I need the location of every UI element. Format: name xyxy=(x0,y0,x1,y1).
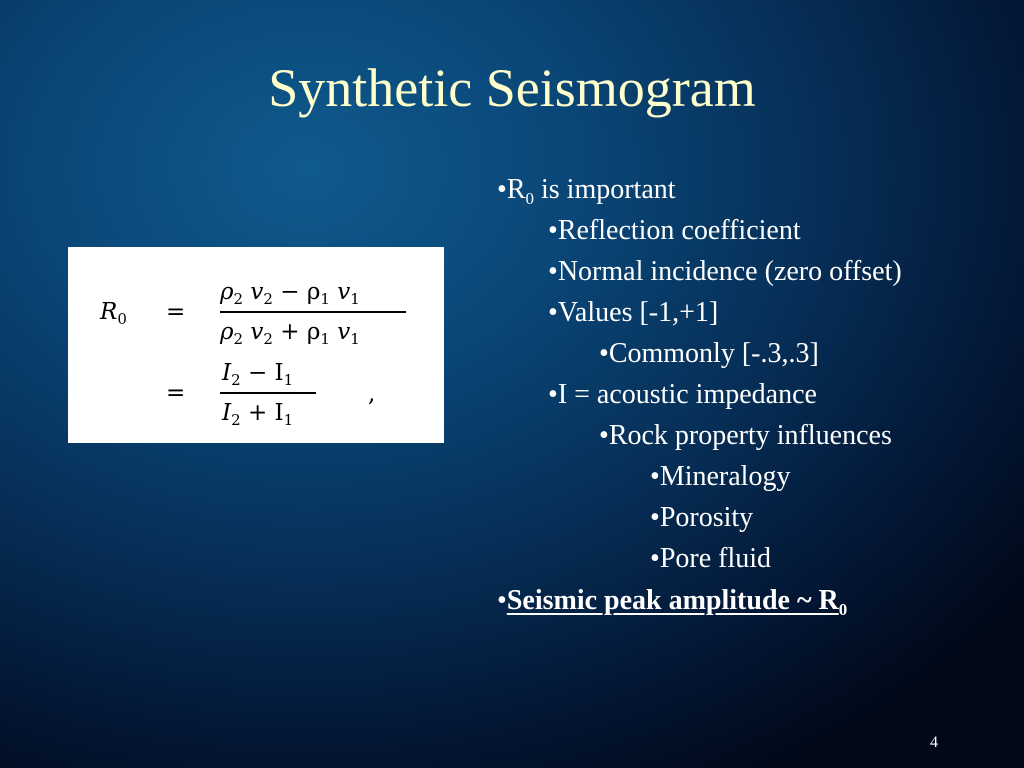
bullet-porosity: •Porosity xyxy=(650,502,754,533)
bullet-pore-fluid: •Pore fluid xyxy=(650,543,772,574)
slide-title: Synthetic Seismogram xyxy=(268,58,756,118)
bullet-values-range: •Values [-1,+1] xyxy=(548,297,719,328)
formula-equals-2: = xyxy=(166,380,186,406)
bullet-rock-property: •Rock property influences xyxy=(599,420,892,451)
formula-numerator-2: $I_2 - I_1$ xyxy=(222,360,294,389)
formula-comma: , xyxy=(368,381,376,407)
bullet-seismic-peak-amplitude: •Seismic peak amplitude ~ $R_0$ xyxy=(497,585,848,619)
bullet-r0-important: $•R_0$ is important xyxy=(497,174,676,208)
bullet-mineralogy: •Mineralogy xyxy=(650,461,791,492)
bullet-acoustic-impedance: •I = acoustic impedance xyxy=(548,379,817,410)
formula-image xyxy=(68,247,444,443)
bullet-commonly-range: •Commonly [-.3,.3] xyxy=(599,338,819,369)
bullet-normal-incidence: •Normal incidence (zero offset) xyxy=(548,256,902,287)
formula-fraction-bar-2 xyxy=(220,392,316,394)
bullet-reflection-coefficient: •Reflection coefficient xyxy=(548,215,801,246)
formula-denominator-2: $I_2 + I_1$ xyxy=(222,400,294,429)
formula-equals-1: = xyxy=(166,299,186,325)
formula-lhs: $R_0$ xyxy=(100,299,127,328)
formula-fraction-bar-1 xyxy=(220,311,406,313)
formula-denominator-1: $\rho_2$ $v_2 + \rho_1$ $v_1$ xyxy=(220,319,360,348)
page-number: 4 xyxy=(930,734,938,751)
formula-numerator-1: $\rho_2$ $v_2 - \rho_1$ $v_1$ xyxy=(220,279,360,308)
